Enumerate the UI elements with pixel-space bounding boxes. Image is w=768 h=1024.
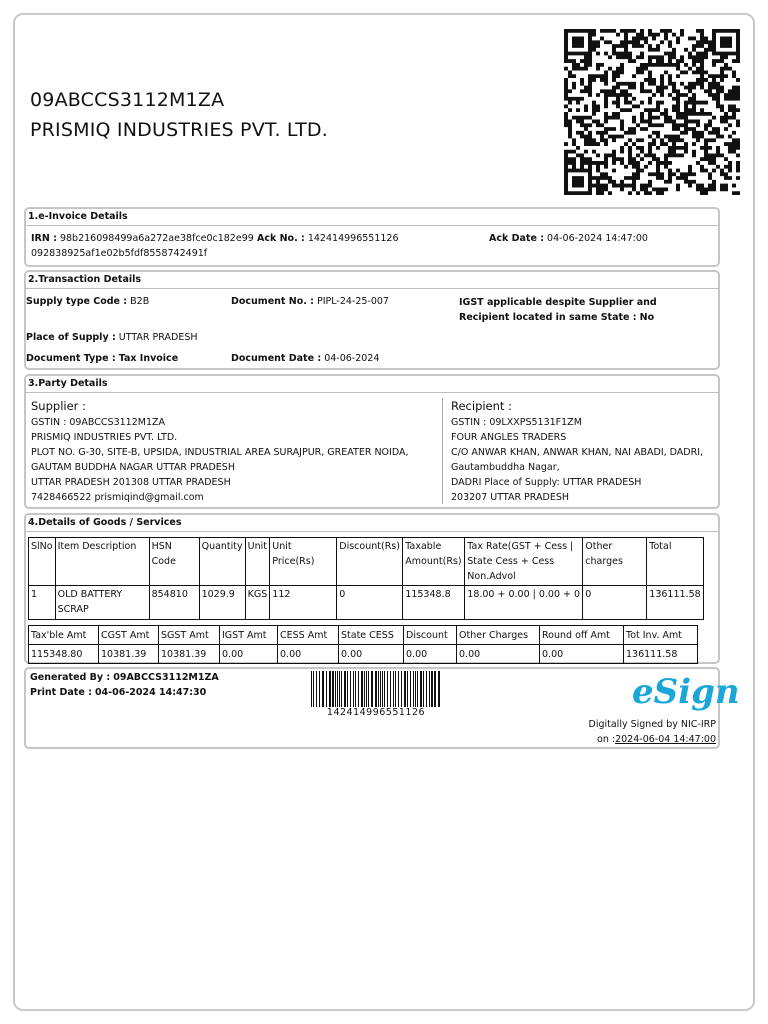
supplier-line: GAUTAM BUDDHA NAGAR UTTAR PRADESH xyxy=(31,462,235,473)
supplier-line: UTTAR PRADESH 201308 UTTAR PRADESH xyxy=(31,477,231,488)
goods-cell: 0 xyxy=(337,586,403,620)
goods-header-cell: Quantity xyxy=(199,538,245,586)
totals-header-cell: CGST Amt xyxy=(99,626,159,645)
section-title: 4.Details of Goods / Services xyxy=(28,517,182,528)
supplier-line: 7428466522 prismiqind@gmail.com xyxy=(31,492,204,503)
goods-header-cell: HSN Code xyxy=(149,538,199,586)
goods-cell: 115348.8 xyxy=(403,586,465,620)
place-of-supply-value: UTTAR PRADESH xyxy=(118,332,198,343)
goods-cell: 1029.9 xyxy=(199,586,245,620)
section-title: 1.e-Invoice Details xyxy=(28,211,128,222)
signed-on-label: on : xyxy=(597,734,616,745)
place-of-supply-label: Place of Supply : xyxy=(26,332,116,343)
esign-logo xyxy=(630,669,740,715)
generated-by-value: 09ABCCS3112M1ZA xyxy=(113,672,219,683)
totals-table xyxy=(28,625,698,664)
supplier-line: PRISMIQ INDUSTRIES PVT. LTD. xyxy=(31,432,178,443)
totals-header-cell: State CESS xyxy=(339,626,404,645)
totals-header-cell: Tot Inv. Amt xyxy=(624,626,698,645)
totals-value-cell: 0.00 xyxy=(339,645,404,664)
recipient-line: 203207 UTTAR PRADESH xyxy=(451,492,569,503)
totals-header-cell: IGST Amt xyxy=(220,626,278,645)
goods-details-section xyxy=(24,513,720,664)
irn-value-line2: 092838925af1e02b5fdf8558742491f xyxy=(31,248,208,259)
signed-by-text: Digitally Signed by NIC-IRP xyxy=(588,719,716,730)
totals-header-cell: Discount xyxy=(404,626,457,645)
print-date-value: 04-06-2024 14:47:30 xyxy=(94,687,207,698)
igst-note-line1: IGST applicable despite Supplier and xyxy=(459,297,657,308)
totals-header-cell: Tax'ble Amt xyxy=(29,626,99,645)
totals-value-cell: 0.00 xyxy=(220,645,278,664)
document-no-label: Document No. : xyxy=(231,296,314,307)
signed-on-value: 2024-06-04 14:47:00 xyxy=(615,734,716,745)
goods-header-cell: Item Description xyxy=(55,538,149,586)
goods-header-cell: Unit xyxy=(245,538,270,586)
generated-by-label: Generated By : xyxy=(30,672,111,683)
document-no-value: PIPL-24-25-007 xyxy=(317,296,389,307)
goods-table xyxy=(28,537,704,620)
recipient-heading: Recipient : xyxy=(451,399,512,413)
transaction-details-section xyxy=(24,270,720,370)
goods-header-cell: SlNo xyxy=(29,538,56,586)
supplier-block xyxy=(31,398,409,505)
footer-section xyxy=(24,667,740,749)
goods-header-row xyxy=(29,538,704,586)
goods-header-cell: Discount(Rs) xyxy=(337,538,403,586)
goods-cell: 18.00 + 0.00 | 0.00 + 0 xyxy=(465,586,583,620)
goods-cell: KGS xyxy=(245,586,270,620)
totals-value-cell: 0.00 xyxy=(540,645,624,664)
barcode-number: 142414996551126 xyxy=(326,707,426,718)
party-details-section xyxy=(24,374,720,509)
section-title: 2.Transaction Details xyxy=(28,274,142,285)
irn-label: IRN : xyxy=(31,233,57,244)
totals-header-row xyxy=(29,626,698,645)
recipient-line: FOUR ANGLES TRADERS xyxy=(451,432,567,443)
totals-value-cell: 0.00 xyxy=(278,645,339,664)
totals-header-cell: Other Charges xyxy=(457,626,540,645)
einvoice-details-section xyxy=(24,207,720,267)
table-row xyxy=(29,586,704,620)
supply-type-label: Supply type Code : xyxy=(26,296,128,307)
section-title: 3.Party Details xyxy=(28,378,108,389)
ack-no-label: Ack No. : xyxy=(257,233,305,244)
seller-company-heading: PRISMIQ INDUSTRIES PVT. LTD. xyxy=(30,119,328,141)
esign-logo-text: eSign xyxy=(632,672,740,712)
totals-value-cell: 0.00 xyxy=(457,645,540,664)
qr-code xyxy=(564,29,740,195)
recipient-block xyxy=(451,398,703,505)
igst-note-value: No xyxy=(639,312,655,323)
irn-value-line1: 98b216098499a6a272ae38fce0c182e99 xyxy=(59,233,254,244)
goods-header-cell: Taxable Amount(Rs) xyxy=(403,538,465,586)
goods-cell: 0 xyxy=(583,586,647,620)
goods-cell: 854810 xyxy=(149,586,199,620)
recipient-line: GSTIN : 09LXXPS5131F1ZM xyxy=(451,417,582,428)
document-date-value: 04-06-2024 xyxy=(324,353,380,364)
totals-value-cell: 10381.39 xyxy=(99,645,159,664)
digital-signature-note xyxy=(589,717,716,747)
totals-header-cell: SGST Amt xyxy=(159,626,220,645)
ack-no-value: 142414996551126 xyxy=(307,233,399,244)
totals-value-cell: 115348.80 xyxy=(29,645,99,664)
seller-gstin-heading: 09ABCCS3112M1ZA xyxy=(30,89,225,111)
document-type-value: Tax Invoice xyxy=(118,353,179,364)
document-type-label: Document Type : xyxy=(26,353,116,364)
document-date-label: Document Date : xyxy=(231,353,322,364)
invoice-page xyxy=(13,13,755,1011)
goods-header-cell: Tax Rate(GST + Cess | State Cess + Cess Non.Advol xyxy=(465,538,583,586)
goods-cell: 112 xyxy=(270,586,337,620)
goods-header-cell: Other charges xyxy=(583,538,647,586)
totals-value-row xyxy=(29,645,698,664)
ack-date-value: 04-06-2024 14:47:00 xyxy=(547,233,648,244)
recipient-line: Gautambuddha Nagar, xyxy=(451,462,560,473)
goods-header-cell: Unit Price(Rs) xyxy=(270,538,337,586)
supplier-line: GSTIN : 09ABCCS3112M1ZA xyxy=(31,417,166,428)
totals-value-cell: 10381.39 xyxy=(159,645,220,664)
goods-cell: 1 xyxy=(29,586,56,620)
supplier-line: PLOT NO. G-30, SITE-B, UPSIDA, INDUSTRIAL AREA SURAJPUR, GREATER NOIDA, xyxy=(31,447,409,458)
party-divider xyxy=(442,398,443,504)
goods-cell: OLD BATTERY SCRAP xyxy=(55,586,149,620)
goods-header-cell: Total xyxy=(647,538,703,586)
print-date-label: Print Date : xyxy=(30,687,92,698)
totals-header-cell: Round off Amt xyxy=(540,626,624,645)
igst-note-line2: Recipient located in same State : xyxy=(459,312,637,323)
ack-date-label: Ack Date : xyxy=(489,233,544,244)
barcode xyxy=(311,671,441,707)
totals-value-cell: 136111.58 xyxy=(624,645,698,664)
totals-value-cell: 0.00 xyxy=(404,645,457,664)
supply-type-value: B2B xyxy=(130,296,150,307)
recipient-line: DADRI Place of Supply: UTTAR PRADESH xyxy=(451,477,642,488)
supplier-heading: Supplier : xyxy=(31,399,86,413)
recipient-line: C/O ANWAR KHAN, ANWAR KHAN, NAI ABADI, DADRI, xyxy=(451,447,704,458)
totals-header-cell: CESS Amt xyxy=(278,626,339,645)
goods-cell: 136111.58 xyxy=(647,586,703,620)
